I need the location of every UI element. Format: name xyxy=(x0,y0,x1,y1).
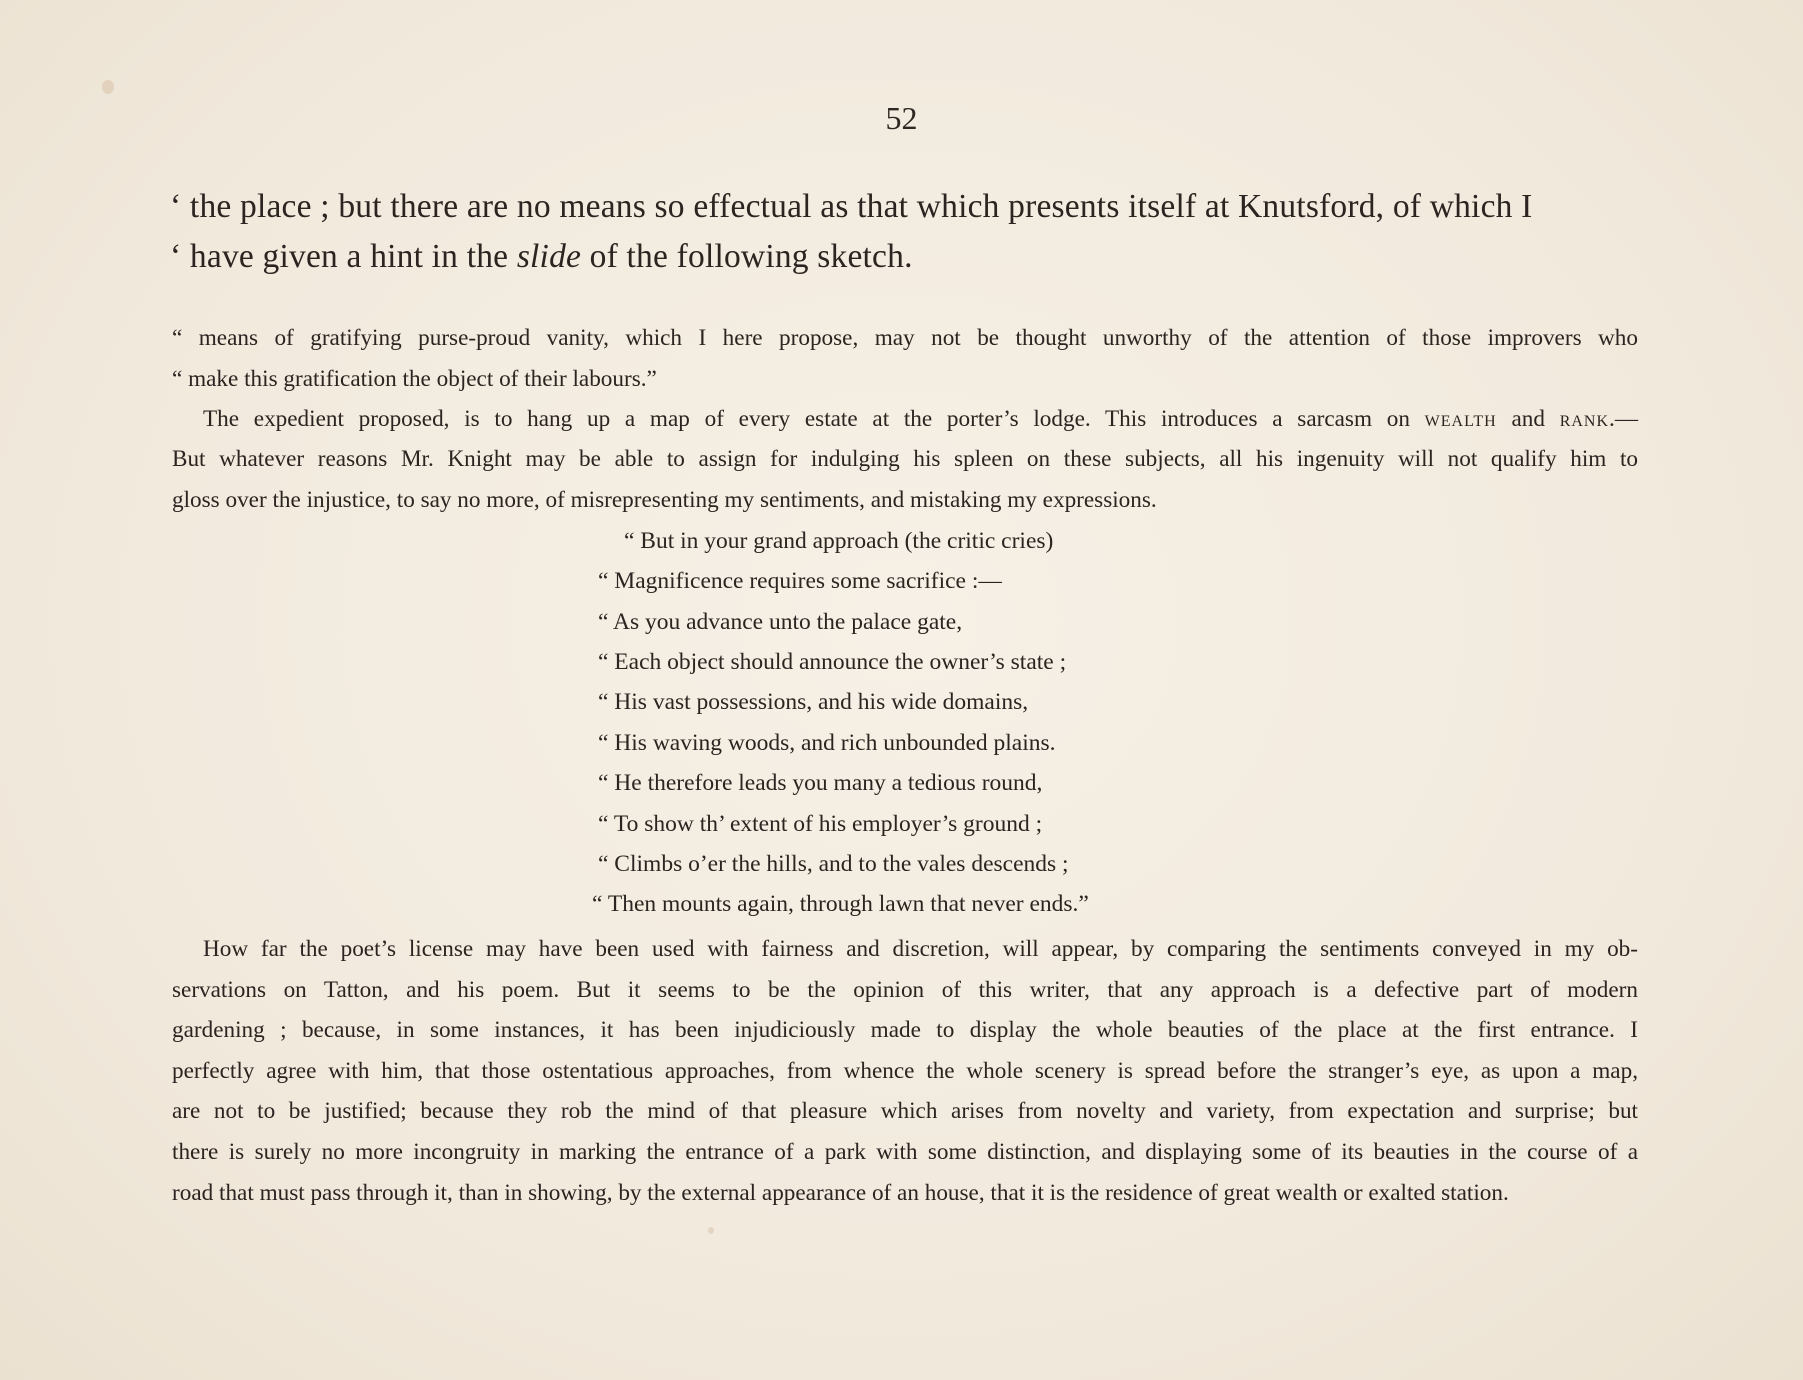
verse-line: “ His waving woods, and rich unbounded plains. xyxy=(598,730,1056,756)
verse-line: “ To show th’ extent of his employer’s ground ; xyxy=(598,811,1043,837)
intro-line-1-text: ‘ the place ; but there are no means so effectual as that which presents itself at Knutsford, of which I xyxy=(170,188,1533,225)
paragraph1-line-1 xyxy=(203,406,1638,433)
paragraph1-line-3: gloss over the injustice, to say no more, of misrepresenting my sentiments, and mistaking my expressions. xyxy=(172,487,1157,513)
verse-line: “ Magnificence requires some sacrifice :— xyxy=(598,568,1002,594)
paragraph2-line: road that must pass through it, than in showing, by the external appearance of an house, that it is the residence of great wealth or exalted station. xyxy=(172,1180,1509,1206)
verse-line: “ His vast possessions, and his wide domains, xyxy=(598,689,1029,715)
paragraph1-line-2: But whatever reasons Mr. Knight may be able to assign for indulging his spleen on these subjects, all his ingenuity will not qualify him to xyxy=(172,446,1638,472)
paper-stain xyxy=(708,1227,714,1234)
paper-stain xyxy=(102,80,114,94)
quote-line-1: “ means of gratifying purse-proud vanity, which I here propose, may not be thought unworthy of the attention of those improvers who xyxy=(172,325,1638,351)
quote-line-2: “ make this gratification the object of their labours.” xyxy=(172,366,657,392)
verse-line: “ Each object should announce the owner’s state ; xyxy=(598,649,1067,675)
verse-line: “ He therefore leads you many a tedious round, xyxy=(598,770,1043,796)
paragraph2-line: perfectly agree with him, that those ostentatious approaches, from whence the whole scenery is spread before the stranger’s eye, as upon a map, xyxy=(172,1058,1638,1084)
paragraph2-line: are not to be justified; because they rob the mind of that pleasure which arises from novelty and variety, from expectation and surprise; but xyxy=(172,1098,1638,1124)
verse-line: “ Then mounts again, through lawn that never ends.” xyxy=(592,891,1089,917)
verse-line: “ As you advance unto the palace gate, xyxy=(598,609,963,635)
paragraph1-line-1-end: .— xyxy=(1609,406,1639,432)
intro-line-2 xyxy=(170,238,913,276)
wealth-smallcaps: wealth xyxy=(1424,406,1497,432)
paragraph1-line-1-text: The expedient proposed, is to hang up a map of every estate at the porter’s lodge. This introduces a sarcasm on xyxy=(203,406,1425,432)
verse-line: “ But in your grand approach (the critic cries) xyxy=(624,528,1054,554)
intro-line-2-text: ‘ have given a hint in the xyxy=(170,238,517,275)
paragraph2-line: gardening ; because, in some instances, it has been injudiciously made to display the whole beauties of the place at the first entrance. I xyxy=(172,1017,1638,1043)
verse-line: “ Climbs o’er the hills, and to the vales descends ; xyxy=(598,851,1069,877)
paragraph2-line: there is surely no more incongruity in marking the entrance of a park with some distinction, and displaying some of its beauties in the course of a xyxy=(172,1139,1638,1165)
rank-smallcaps: rank xyxy=(1559,406,1610,432)
intro-line-2-end: of the following sketch. xyxy=(581,238,913,275)
paragraph2-line: How far the poet’s license may have been used with fairness and discretion, will appear, by comparing the sentiments conveyed in my ob- xyxy=(203,936,1638,962)
page-number: 52 xyxy=(885,100,918,136)
paragraph2-line: servations on Tatton, and his poem. But it seems to be the opinion of this writer, that any approach is a defective part of modern xyxy=(172,977,1638,1003)
intro-italic-word: slide xyxy=(516,238,582,275)
and-word: and xyxy=(1496,406,1560,432)
intro-line-1 xyxy=(170,188,1533,226)
